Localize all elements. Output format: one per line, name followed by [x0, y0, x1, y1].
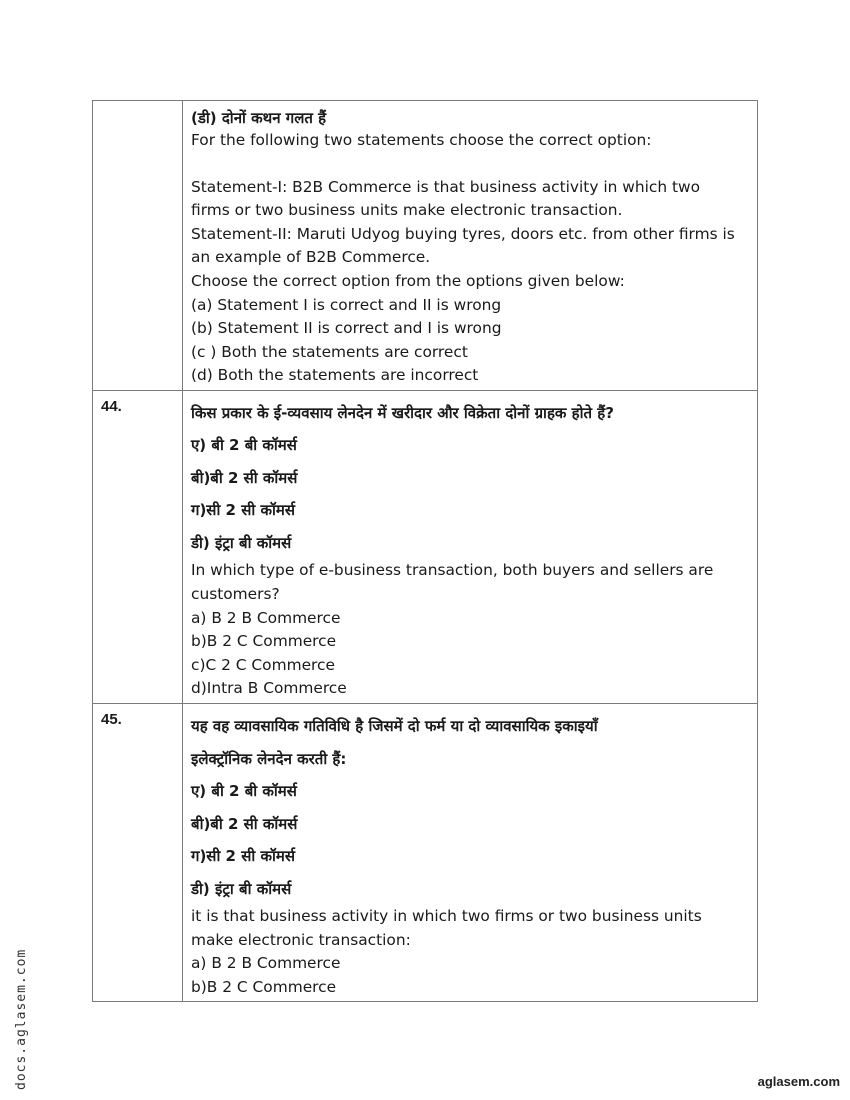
question-content: [183, 704, 758, 1002]
choose-instruction: Choose the correct option from the options given below:: [191, 271, 625, 290]
question-row-45: [93, 704, 758, 1002]
question-number: 44.: [101, 397, 122, 415]
question-row-44: [93, 390, 758, 703]
footer-site-label: aglasem.com: [757, 1074, 840, 1089]
option-b: b)B 2 C Commerce: [191, 632, 337, 651]
option-a-hindi: ए) बी 2 बी कॉमर्स: [191, 436, 297, 455]
question-text-line-1: In which type of e-business transaction, both buyers and sellers are: [191, 561, 714, 580]
question-number-cell: [93, 704, 183, 1002]
question-table: [92, 100, 758, 1002]
option-c: c)C 2 C Commerce: [191, 655, 335, 674]
question-number-cell: [93, 101, 183, 391]
statement-2-line-1: Statement-II: Maruti Udyog buying tyres, doors etc. from other firms is: [191, 224, 735, 243]
option-c-hindi: ग)सी 2 सी कॉमर्स: [191, 847, 295, 865]
statement-2-line-2: an example of B2B Commerce.: [191, 248, 431, 267]
option-c: (c ) Both the statements are correct: [191, 342, 468, 361]
option-b-hindi: बी)बी 2 सी कॉमर्स: [191, 814, 298, 833]
statement-1-line-2: firms or two business units make electronic transaction.: [191, 201, 623, 220]
option-b-hindi: बी)बी 2 सी कॉमर्स: [191, 468, 298, 487]
option-b: (b) Statement II is correct and I is wrong: [191, 319, 502, 338]
question-number: 45.: [101, 711, 122, 728]
option-d: (d) Both the statements are incorrect: [191, 366, 479, 385]
option-d-hindi: डी) इंट्रा बी कॉमर्स: [191, 533, 292, 552]
watermark-text: docs.aglasem.com: [14, 948, 29, 1090]
option-a: a) B 2 B Commerce: [191, 608, 341, 627]
option-d-hindi: डी) इंट्रा बी कॉमर्स: [191, 879, 292, 898]
blank-line: [191, 153, 751, 176]
option-d-hindi: (डी) दोनों कथन गलत हैं: [191, 109, 327, 127]
question-text-line-1: it is that business activity in which two firms or two business units: [191, 907, 702, 925]
question-text-hindi-line-1: यह वह व्यावसायिक गतिविधि है जिसमें दो फर्म या दो व्यावसायिक इकाइयाँ: [191, 717, 598, 735]
question-content: [183, 101, 758, 391]
question-row-43-continued: [93, 101, 758, 391]
option-d: d)Intra B Commerce: [191, 679, 347, 698]
question-number: [93, 101, 182, 108]
question-text-hindi-line-2: इलेक्ट्रॉनिक लेनदेन करती हैं:: [191, 749, 347, 768]
question-text-line-2: make electronic transaction:: [191, 930, 411, 949]
question-text-line-2: customers?: [191, 585, 280, 604]
statement-1-line-1: Statement-I: B2B Commerce is that business activity in which two: [191, 177, 701, 196]
question-content: [183, 390, 758, 703]
question-text-hindi: किस प्रकार के ई-व्यवसाय लेनदेन में खरीदार और विक्रेता दोनों ग्राहक होते हैं?: [191, 403, 614, 422]
option-a-hindi: ए) बी 2 बी कॉमर्स: [191, 782, 297, 800]
instruction-text: For the following two statements choose the correct option:: [191, 131, 652, 149]
option-a: (a) Statement I is correct and II is wrong: [191, 295, 502, 314]
option-c-hindi: ग)सी 2 सी कॉमर्स: [191, 501, 295, 520]
option-a: a) B 2 B Commerce: [191, 954, 341, 973]
question-number-cell: [93, 390, 183, 703]
option-b: b)B 2 C Commerce: [191, 977, 337, 996]
